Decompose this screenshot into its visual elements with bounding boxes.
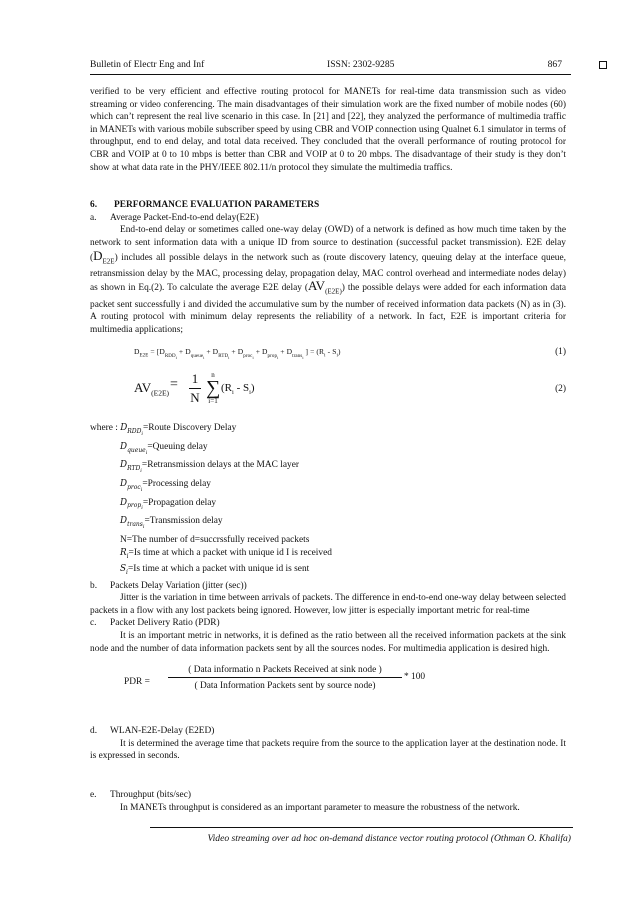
- definition-symbol-0: $D_{RDD_i}$: [120, 423, 144, 438]
- jitter-paragraph: Jitter is the variation in time between arrivals of packets. The difference in end-to-end one-way delay between selected packets in a flow with any lost packets being ignored. However, low jitter is especially important metric for real-time: [90, 593, 566, 616]
- eq2-summation: [206, 371, 220, 405]
- running-header: [90, 58, 561, 72]
- eq1-term-5: + D: [278, 347, 293, 357]
- definitions-list: [90, 441, 566, 580]
- eq2-close: ): [250, 382, 255, 395]
- article-body: [90, 86, 566, 814]
- equation-2: [90, 364, 566, 420]
- eq2-rhs: [221, 382, 255, 400]
- subsection-a-title: Average Packet-End-to-end delay(E2E): [110, 212, 259, 223]
- definition-symbol-4: $D_{prop_i}$: [120, 497, 143, 512]
- symbol-av: AV: [307, 278, 326, 294]
- symbol-d-e2e: [93, 247, 115, 266]
- throughput-paragraph: In MANETs throughput is considered as an important parameter to measure the robustness of the network.: [120, 802, 520, 813]
- definition-text-1: =Queuing delay: [147, 441, 208, 452]
- e2e-paragraph: [90, 224, 566, 336]
- pdr-lhs: PDR =: [124, 677, 150, 688]
- eq1-term-sub-5: transi: [292, 353, 304, 360]
- definition-symbol-sub-4: propi: [127, 502, 143, 512]
- e2e-text-1: End-to-end delay or sometimes called one-way delay (OWD) of a network is defined as how much time taken by the network to sent information data with a unique ID from source to destination (successful packet transmission). E2E delay (: [90, 225, 566, 263]
- sigma-icon: ∑: [206, 377, 221, 400]
- symbol-d-sub: E2E: [102, 257, 115, 266]
- eq2-fraction-bar: [189, 388, 201, 389]
- definition-symbol-sub-1: queuei: [127, 446, 148, 456]
- symbol-av-sub: (E2E): [325, 287, 342, 296]
- eq2-av: AV: [134, 380, 152, 396]
- n-definition: N=The number of d=succrssfully received packets: [120, 535, 310, 546]
- eq1-term-4: + D: [253, 347, 268, 357]
- eq1-term-sub-2: RTDi: [218, 353, 230, 360]
- header-divider: [90, 74, 571, 75]
- equation-2-number: (2): [555, 384, 566, 395]
- eq1-term-subindex-0: i: [175, 354, 177, 360]
- eq1-tail2-sub: i: [336, 353, 338, 359]
- eq1-d-sub: E2E: [139, 353, 149, 359]
- eq1-term-sub-1: queuei: [190, 353, 205, 360]
- eq1-term-3: + D: [229, 347, 244, 357]
- definition-symbol-sub-0: RDDi: [127, 428, 144, 438]
- definition-symbol-sub-5: transi: [127, 521, 145, 531]
- pdr-equation: [90, 661, 566, 711]
- pdr-denominator: ( Data Information Packets sent by source node): [194, 681, 376, 692]
- subsection-d-label: d.: [90, 726, 98, 737]
- definition-0: [120, 423, 237, 438]
- s-symbol-sub: i: [126, 568, 128, 576]
- subsection-a-label: a.: [90, 212, 97, 223]
- eq2-s: - S: [233, 382, 250, 395]
- definition-text-0: =Route Discovery Delay: [143, 423, 237, 434]
- definition-text-2: =Retransmission delays at the MAC layer: [141, 460, 299, 471]
- running-footer: Video streaming over ad hoc on-demand distance vector routing protocol (Othman O. Khalifa): [207, 833, 571, 844]
- eq2-sum-lower: i=1: [208, 397, 218, 406]
- equation-1: [90, 342, 566, 364]
- eq1-term-subindex-4: i: [277, 354, 279, 360]
- pdr-numerator: ( Data informatio n Packets Received at sink node ): [188, 665, 382, 676]
- e2e-text-3: ) the possible delays were added for each information data packet sent successfully i and divided the accumulative sum by the number of received information data packets (N) as in (3). A routing protocol with minimum delay represents the reliability of a network. In fact, E2E is important criteria for multimedia applications;: [90, 283, 566, 335]
- equation-1-number: (1): [555, 347, 566, 358]
- eq1-term-2: + D: [204, 347, 219, 357]
- eq2-r-sub: i: [232, 389, 234, 397]
- definition-4: [120, 497, 217, 512]
- definition-text-3: =Processing delay: [142, 479, 211, 490]
- definition-symbol-3: $D_{proc_i}$: [120, 479, 143, 494]
- eq2-s-sub: i: [249, 389, 251, 397]
- definition-item: [120, 423, 237, 438]
- eq1-term-sub-3: proci: [243, 353, 254, 360]
- definition-symbol-index-1: i: [145, 449, 148, 456]
- e2ed-paragraph: It is determined the average time that packets require from the source to the application layer at the destination node. It is expressed in seconds.: [90, 738, 566, 762]
- subsection-b-heading: [90, 580, 566, 593]
- definition-5: [120, 516, 223, 531]
- eq1-term-subindex-1: i: [203, 354, 205, 360]
- definition-symbol-2: $D_{RTD_i}$: [120, 460, 142, 475]
- s-symbol: S: [120, 564, 127, 575]
- eq1-term-sub-0: RDDi: [164, 353, 177, 360]
- eq2-sum-upper: n: [211, 371, 215, 380]
- eq1-term-subindex-3: i: [252, 354, 254, 360]
- eq2-numerator: 1: [191, 371, 199, 387]
- eq2-denominator: N: [190, 390, 200, 406]
- eq1-tail: ] = (R: [303, 347, 325, 357]
- subsection-d-title: WLAN-E2E-Delay (E2ED): [110, 726, 215, 737]
- page-number: 867: [547, 59, 562, 70]
- journal-name: Bulletin of Electr Eng and Inf: [90, 59, 205, 70]
- eq2-r: (R: [221, 382, 232, 395]
- eq1-term-subindex-5: i: [302, 354, 304, 360]
- intro-paragraph: verified to be very efficient and effective routing protocol for MANETs for real-time data transmission such as video streaming or video conferencing. The main disadvantages of their simulation work are the fixed number of mobile nodes (60) which can’t represent the real live scenario in this case. In [21] and [22], they analyzed the performance of multimedia traffic in MANETs with various mobile subscriber speed by using CBR and VOIP connection using Qualnet 6.1 simulator in terms of throughput, end to end delay, and total data received. They concluded that the overall performance of routing protocol for CBR and VOIP at 0 to 10 mbps is better than CBR and VOIP at 0 to 20 mbps. The disadvantage of their study is they don’t show at what data rate in the PHY/IEEE 802.11/n protocol they simulate the multimedia traffics.: [90, 87, 566, 173]
- subsection-d-heading: [90, 725, 566, 738]
- definition-text-4: =Propagation delay: [142, 497, 217, 508]
- s-definition: [120, 563, 566, 579]
- subsection-c-label: c.: [90, 618, 97, 629]
- r-text: =Is time at which a packet with unique id I is received: [128, 547, 332, 558]
- pdr-multiplier: * 100: [404, 672, 426, 683]
- s-text: =Is time at which a packet with unique id is sent: [127, 564, 310, 575]
- eq1-term-sub-4: propi: [267, 353, 279, 360]
- definition-symbol-index-4: i: [141, 505, 143, 512]
- definition-symbol-index-2: i: [140, 468, 142, 475]
- eq2-av-sub: (E2E): [151, 388, 170, 398]
- r-definition: [120, 547, 566, 563]
- subsection-c-title: Packet Delivery Ratio (PDR): [110, 618, 220, 629]
- section-number: 6.: [90, 200, 98, 211]
- eq2-equals: =: [170, 377, 178, 393]
- subsection-e-title: Throughput (bits/sec): [110, 789, 191, 800]
- definition-row-2: [120, 459, 566, 478]
- issn: ISSN: 2302-9285: [327, 59, 395, 70]
- subsection-b-label: b.: [90, 580, 98, 591]
- eq1-terms: [148, 347, 304, 360]
- eq1-d: D: [134, 347, 140, 357]
- definition-row-4: [120, 497, 566, 516]
- symbol-av-e2e: [307, 278, 342, 296]
- where-block: [90, 422, 566, 441]
- eq1-term-0: = [D: [148, 347, 165, 357]
- eq1-close: ): [337, 347, 341, 357]
- e2e-text-2: ) includes all possible delays in the network such as (route discovery latency, queuing delay at the interface queue, retransmission delay by the MAC, processing delay, propagation delay, MAC control overhead and intermediate nodes delay) as shown in Eq.(2). To calculate the average E2E delay (: [90, 252, 566, 294]
- r-symbol-sub: i: [126, 552, 129, 560]
- checkbox-square-icon: [599, 61, 607, 69]
- symbol-d: D: [93, 247, 103, 263]
- equation-1-expression: [134, 346, 341, 364]
- r-symbol: R: [120, 547, 127, 558]
- definition-1: [120, 441, 208, 456]
- definition-symbol-sub-2: RTDi: [127, 465, 142, 475]
- definition-row-1: [120, 441, 566, 460]
- definition-symbol-sub-3: proci: [127, 483, 143, 494]
- eq1-term-subindex-2: i: [228, 354, 230, 360]
- pdr-fraction-bar: [168, 677, 402, 678]
- definition-symbol-index-0: i: [141, 431, 144, 438]
- eq1-term-1: + D: [176, 347, 191, 357]
- definition-symbol-index-5: i: [142, 524, 145, 531]
- definition-symbol-1: $D_{queue_i}$: [120, 441, 148, 456]
- footer-divider: [150, 827, 573, 828]
- definition-row-5: [120, 515, 566, 534]
- eq2-lhs: [134, 382, 169, 400]
- subsection-e-label: e.: [90, 789, 97, 800]
- definition-row-3: [120, 478, 566, 497]
- definition-symbol-5: $D_{trans_i}$: [120, 516, 145, 531]
- section-heading: [90, 199, 566, 212]
- eq1-tail2: - S: [325, 347, 337, 357]
- subsection-c-heading: [90, 617, 566, 630]
- definition-3: [120, 479, 211, 494]
- subsection-e-heading: [90, 789, 566, 802]
- definition-2: [120, 460, 299, 475]
- subsection-a-heading: [90, 212, 566, 225]
- subsection-b-title: Packets Delay Variation (jitter (sec)): [110, 580, 247, 591]
- pdr-paragraph: It is an important metric in networks, it is defined as the ratio between all the received information packets at the sink node and the number of data information packets sent by all the sources nodes. For multimedia application is desired high.: [90, 631, 566, 654]
- where-label: where :: [90, 423, 118, 434]
- definition-symbol-index-3: i: [140, 487, 143, 494]
- definition-text-5: =Transmission delay: [144, 516, 223, 527]
- eq2-fraction: [189, 371, 201, 406]
- section-title: PERFORMANCE EVALUATION PARAMETERS: [114, 200, 320, 211]
- eq1-tail-sub: i: [324, 353, 326, 359]
